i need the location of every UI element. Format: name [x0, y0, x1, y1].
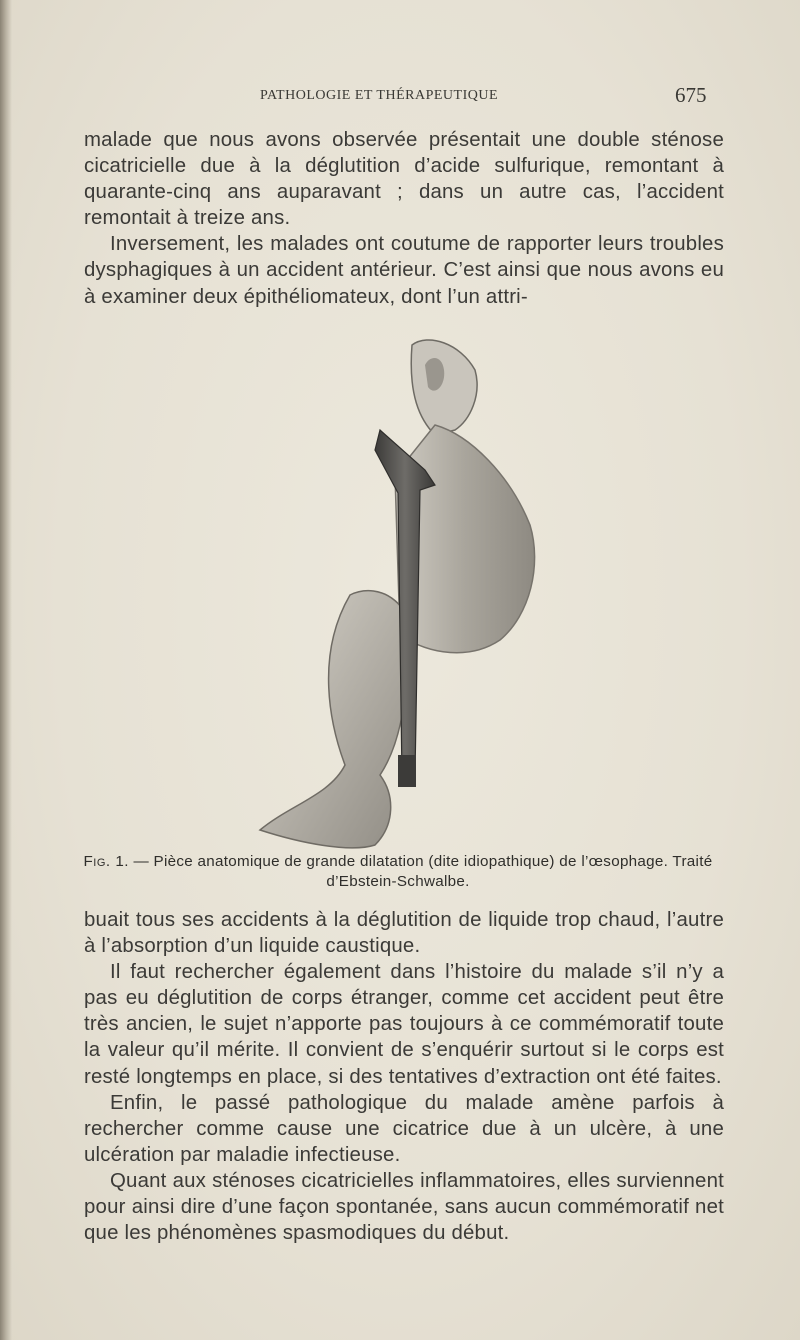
- paragraph: Inversement, les malades ont coutume de rapporter leurs troubles dysphagiques à un accident antérieur. C’est ainsi que nous avons eu à examiner deux épithéliomateux, dont l’un attri-: [84, 233, 724, 308]
- paragraph: Il faut rechercher également dans l’histoire du malade s’il n’y a pas eu déglutition de corps étranger, comme cet accident peut être très ancien, le sujet n’apporte pas toujours à ce commémoratif toute la valeur qu’il mérite. Il convient de s’enquérir surtout si le corps est resté longtemps en place, si des tentatives d’extraction ont été faites.: [84, 961, 724, 1088]
- body-text-bottom: [84, 907, 724, 1246]
- figure-caption: [78, 852, 718, 892]
- paragraph: Quant aux sténoses cicatricielles inflammatoires, elles surviennent pour ainsi dire d’une façon spontanée, sans aucun commémoratif net que les phénomènes spasmodiques du début.: [84, 1169, 724, 1245]
- paragraph: buait tous ses accidents à la déglutition de liquide trop chaud, l’autre à l’absorption d’un liquide caustique.: [84, 909, 724, 958]
- esophagus-specimen-illustration: [230, 325, 570, 855]
- paragraph: Enfin, le passé pathologique du malade amène parfois à rechercher comme cause une cicatrice due à un ulcère, à une ulcération par maladie infectieuse.: [84, 1091, 724, 1166]
- larynx-shape: [411, 340, 477, 435]
- stomach-shape: [260, 591, 412, 848]
- figure-caption-text: — Pièce anatomique de grande dilatation (dite idiopathique) de l’œsophage. Traité d’Ebstein-Schwalbe.: [128, 853, 713, 890]
- page-gutter-shadow: [0, 0, 12, 1340]
- figure-label: Fig. 1.: [83, 853, 129, 870]
- body-text-top: [84, 127, 724, 310]
- page-number: 675: [675, 83, 707, 107]
- running-head: PATHOLOGIE ET THÉRAPEUTIQUE: [260, 88, 499, 103]
- paragraph: malade que nous avons observée présentait une double sténose cicatricielle due à la déglutition d’acide sulfurique, remontant à quarante-cinq ans auparavant ; dans un autre cas, l’accident remontait à treize ans.: [84, 129, 724, 230]
